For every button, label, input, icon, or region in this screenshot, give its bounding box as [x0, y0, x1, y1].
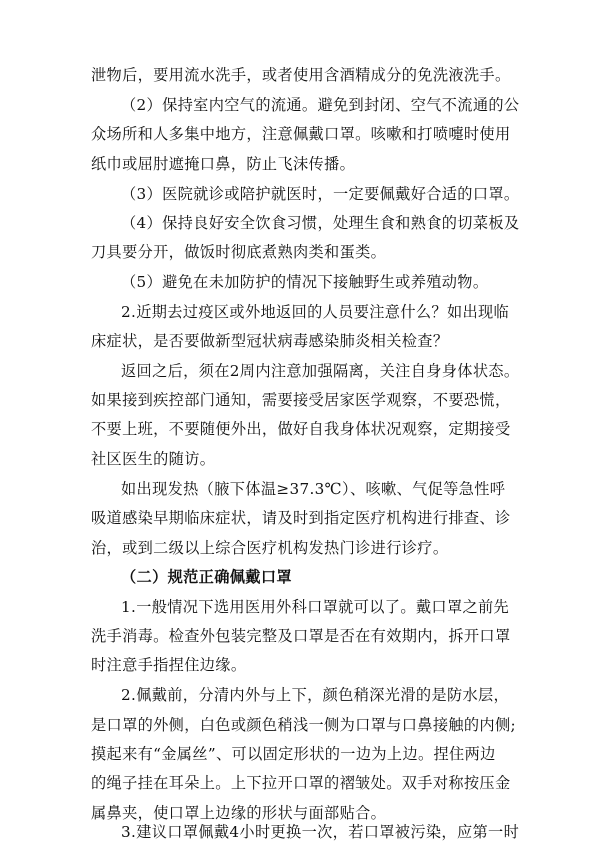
text-line-4: 纸巾或屈肘遮掩口鼻，防止飞沫传播。	[91, 155, 356, 173]
text-line-25: 的绳子挂在耳朵上。上下拉开口罩的褶皱处。双手对称按压金	[91, 774, 511, 792]
text-line-24: 摸起来有“金属丝”、可以固定形状的一边为上边。捏住两边	[91, 745, 496, 763]
text-line-8: （5）避免在未加防护的情况下接触野生或养殖动物。	[121, 273, 489, 291]
text-line-2: （2）保持室内空气的流通。避免到封闭、空气不流通的公	[121, 96, 520, 114]
text-line-13: 不要上班，不要随便外出，做好自我身体状况观察，定期接受	[91, 420, 511, 438]
text-line-3: 众场所和人多集中地方，注意佩戴口罩。咳嗽和打喷嚏时使用	[91, 125, 511, 143]
text-line-17: 治，或到二级以上综合医疗机构发热门诊进行诊疗。	[91, 539, 449, 557]
text-line-7: 刀具要分开，做饭时彻底煮熟肉类和蛋类。	[91, 243, 387, 261]
text-line-22: 2.佩戴前，分清内外与上下，颜色稍深光滑的是防水层，	[121, 686, 510, 704]
text-line-21: 时注意手指捏住边缘。	[91, 656, 247, 674]
text-line-20: 洗手消毒。检查外包装完整及口罩是否在有效期内，拆开口罩	[91, 627, 511, 645]
text-line-19: 1.一般情况下选用医用外科口罩就可以了。戴口罩之前先	[121, 598, 510, 616]
section-heading: （二）规范正确佩戴口罩	[121, 568, 292, 586]
text-line-26: 属鼻夹，使口罩上边缘的形状与面部贴合。	[91, 804, 387, 822]
text-line-11: 返回之后，须在2周内注意加强隔离，关注自身身体状态。	[121, 362, 520, 380]
text-line-1: 泄物后，要用流水洗手，或者使用含酒精成分的免洗液洗手。	[91, 66, 511, 84]
text-line-14: 社区医生的随访。	[91, 450, 216, 468]
text-line-10: 床症状，是否要做新型冠状病毒感染肺炎相关检查？	[91, 332, 449, 350]
text-line-6: （4）保持良好安全饮食习惯，处理生食和熟食的切菜板及	[121, 214, 520, 232]
text-line-27: 3.建议口罩佩戴4小时更换一次，若口罩被污染，应第一时	[121, 823, 520, 841]
text-line-15: 如出现发热（腋下体温≥37.3℃）、咳嗽、气促等急性呼	[121, 480, 506, 498]
text-line-12: 如果接到疾控部门通知，需要接受居家医学观察，不要恐慌，	[91, 391, 511, 409]
text-line-9: 2.近期去过疫区或外地返回的人员要注意什么？如出现临	[121, 303, 510, 321]
text-line-23: 是口罩的外侧，白色或颜色稍浅一侧为口罩与口鼻接触的内侧;	[91, 716, 516, 734]
text-line-16: 吸道感染早期临床症状，请及时到指定医疗机构进行排查、诊	[91, 509, 511, 527]
text-line-5: （3）医院就诊或陪护就医时，一定要佩戴好合适的口罩。	[121, 185, 520, 203]
